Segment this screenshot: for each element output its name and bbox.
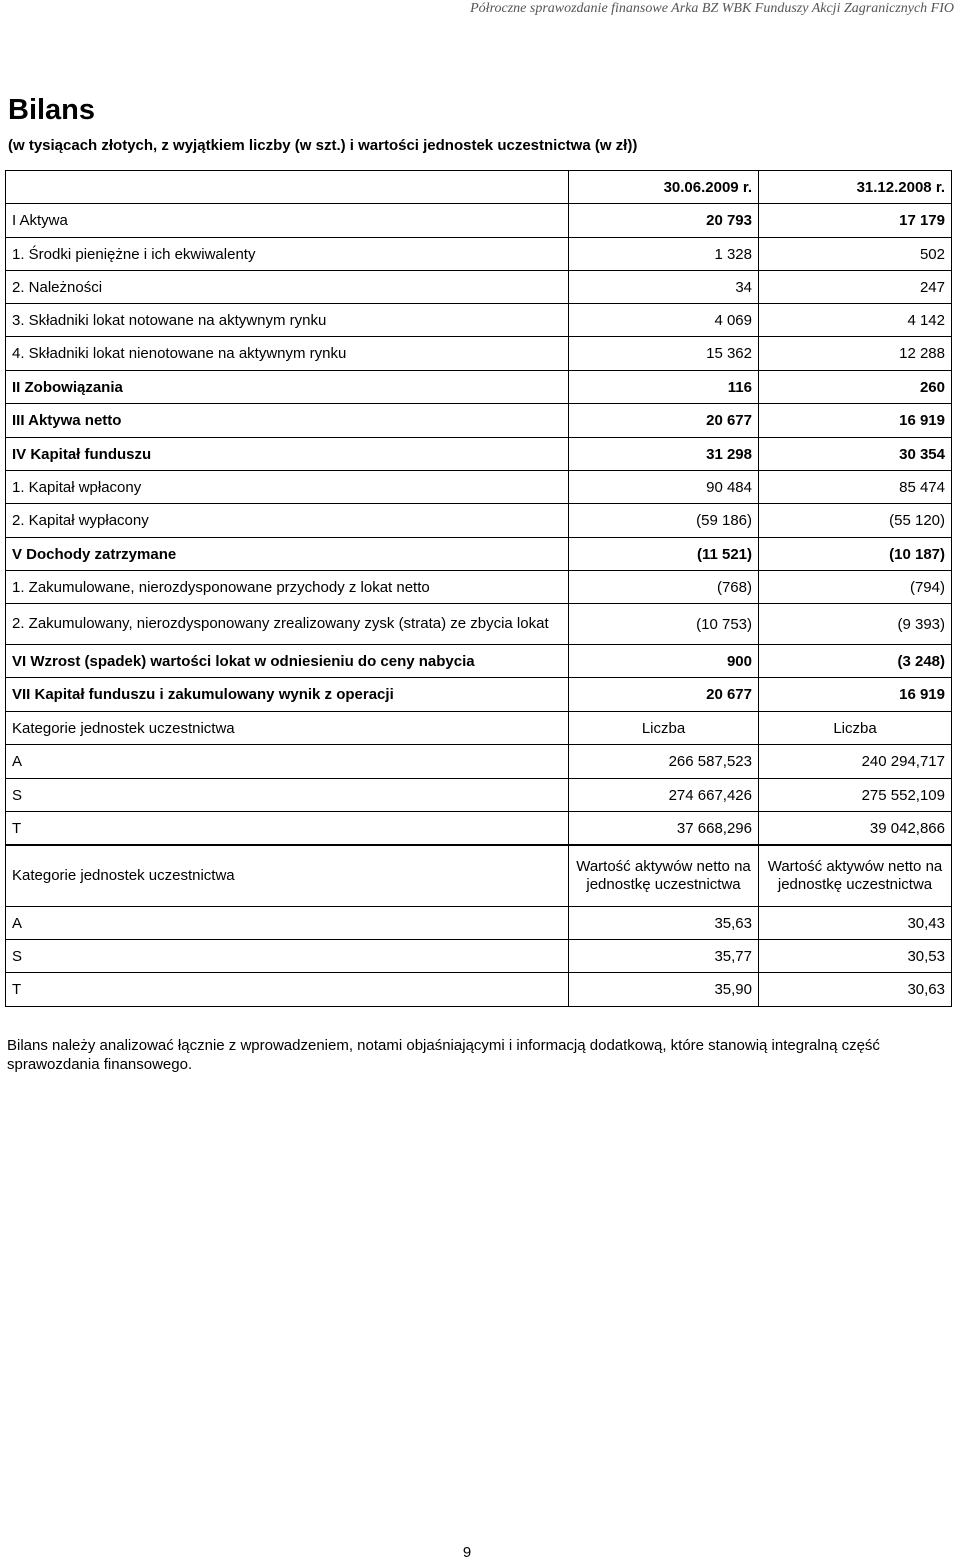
table-row (6, 538, 952, 571)
balance-col-2-header: 31.12.2008 r. (759, 171, 952, 204)
table-row (6, 271, 952, 304)
row-label: S (6, 779, 569, 812)
row-label: III Aktywa netto (6, 404, 569, 438)
row-label: 3. Składniki lokat notowane na aktywnym rynku (6, 304, 569, 337)
row-value-1: 15 362 (569, 337, 759, 371)
table-row (6, 779, 952, 812)
table-row (6, 371, 952, 404)
table-row (6, 304, 952, 337)
units-count-col-2-header: Liczba (759, 712, 952, 745)
units-count-header-label: Kategorie jednostek uczestnictwa (6, 712, 569, 745)
row-value-2: 30,43 (759, 907, 952, 940)
footnote: Bilans należy analizować łącznie z wprowadzeniem, notami objaśniającymi i informacją dodatkową, które stanowią integralną część sprawozdania finansowego. (7, 1037, 880, 1073)
units-value-table (5, 844, 952, 1007)
row-value-1: 1 328 (569, 238, 759, 271)
row-value-1: (11 521) (569, 538, 759, 571)
row-value-1: 274 667,426 (569, 779, 759, 812)
table-row (6, 504, 952, 538)
row-value-2: 16 919 (759, 678, 952, 712)
row-value-1: 4 069 (569, 304, 759, 337)
row-label: A (6, 907, 569, 940)
row-value-2: 30,63 (759, 973, 952, 1007)
row-value-1: 35,63 (569, 907, 759, 940)
row-label: 2. Zakumulowany, nierozdysponowany zrealizowany zysk (strata) ze zbycia lokat (6, 604, 569, 645)
row-value-1: 20 677 (569, 678, 759, 712)
row-value-2: 17 179 (759, 204, 952, 238)
row-value-2: 275 552,109 (759, 779, 952, 812)
row-label: S (6, 940, 569, 973)
row-label: 4. Składniki lokat nienotowane na aktywnym rynku (6, 337, 569, 371)
row-label: VII Kapitał funduszu i zakumulowany wynik z operacji (6, 678, 569, 712)
row-value-1: 90 484 (569, 471, 759, 504)
units-value-col-2-header: Wartość aktywów netto na jednostkę uczestnictwa (759, 845, 952, 907)
row-value-2: 30,53 (759, 940, 952, 973)
row-value-1: (10 753) (569, 604, 759, 645)
page-title: Bilans (8, 94, 96, 126)
row-label: 1. Kapitał wpłacony (6, 471, 569, 504)
table-row (6, 678, 952, 712)
units-value-col-1-header: Wartość aktywów netto na jednostkę uczestnictwa (569, 845, 759, 907)
row-value-2: 502 (759, 238, 952, 271)
units-value-header-label: Kategorie jednostek uczestnictwa (6, 845, 569, 907)
row-label: I Aktywa (6, 204, 569, 238)
row-value-1: 35,90 (569, 973, 759, 1007)
row-label: T (6, 973, 569, 1007)
row-label: V Dochody zatrzymane (6, 538, 569, 571)
row-value-1: (59 186) (569, 504, 759, 538)
row-value-2: 247 (759, 271, 952, 304)
units-count-table (5, 711, 952, 846)
units-count-header-row (6, 712, 952, 745)
row-value-2: (10 187) (759, 538, 952, 571)
row-label: VI Wzrost (spadek) wartości lokat w odniesieniu do ceny nabycia (6, 645, 569, 678)
balance-header-label (6, 171, 569, 204)
row-value-1: 31 298 (569, 438, 759, 471)
row-value-1: (768) (569, 571, 759, 604)
row-value-2: (55 120) (759, 504, 952, 538)
row-label: 1. Zakumulowane, nierozdysponowane przychody z lokat netto (6, 571, 569, 604)
row-label: A (6, 745, 569, 779)
table-row (6, 238, 952, 271)
table-row (6, 973, 952, 1007)
row-value-1: 35,77 (569, 940, 759, 973)
row-value-1: 34 (569, 271, 759, 304)
row-value-1: 20 677 (569, 404, 759, 438)
balance-table (5, 170, 952, 712)
page-subtitle: (w tysiącach złotych, z wyjątkiem liczby (w szt.) i wartości jednostek uczestnictwa (w zł)) (8, 137, 638, 154)
row-value-1: 266 587,523 (569, 745, 759, 779)
table-row (6, 438, 952, 471)
row-label: IV Kapitał funduszu (6, 438, 569, 471)
row-value-2: 260 (759, 371, 952, 404)
running-header: Półroczne sprawozdanie finansowe Arka BZ WBK Funduszy Akcji Zagranicznych FIO (470, 1, 954, 16)
balance-col-1-header: 30.06.2009 r. (569, 171, 759, 204)
page-number: 9 (462, 1544, 472, 1561)
row-value-2: 39 042,866 (759, 812, 952, 846)
row-value-2: 30 354 (759, 438, 952, 471)
row-label: 2. Należności (6, 271, 569, 304)
units-count-col-1-header: Liczba (569, 712, 759, 745)
row-value-1: 116 (569, 371, 759, 404)
row-label: T (6, 812, 569, 846)
units-value-header-row (6, 845, 952, 907)
row-value-2: 4 142 (759, 304, 952, 337)
table-row (6, 404, 952, 438)
row-value-2: 240 294,717 (759, 745, 952, 779)
table-row (6, 471, 952, 504)
row-value-1: 37 668,296 (569, 812, 759, 846)
row-value-2: 16 919 (759, 404, 952, 438)
table-row (6, 812, 952, 846)
table-row (6, 571, 952, 604)
table-row (6, 907, 952, 940)
row-value-2: 85 474 (759, 471, 952, 504)
table-row (6, 604, 952, 645)
row-value-1: 20 793 (569, 204, 759, 238)
row-value-2: (3 248) (759, 645, 952, 678)
table-row (6, 745, 952, 779)
row-value-2: (9 393) (759, 604, 952, 645)
balance-header-row (6, 171, 952, 204)
table-row (6, 204, 952, 238)
row-label: 2. Kapitał wypłacony (6, 504, 569, 538)
row-value-1: 900 (569, 645, 759, 678)
table-row (6, 337, 952, 371)
table-row (6, 645, 952, 678)
table-row (6, 940, 952, 973)
row-value-2: (794) (759, 571, 952, 604)
row-label: 1. Środki pieniężne i ich ekwiwalenty (6, 238, 569, 271)
row-label: II Zobowiązania (6, 371, 569, 404)
row-value-2: 12 288 (759, 337, 952, 371)
